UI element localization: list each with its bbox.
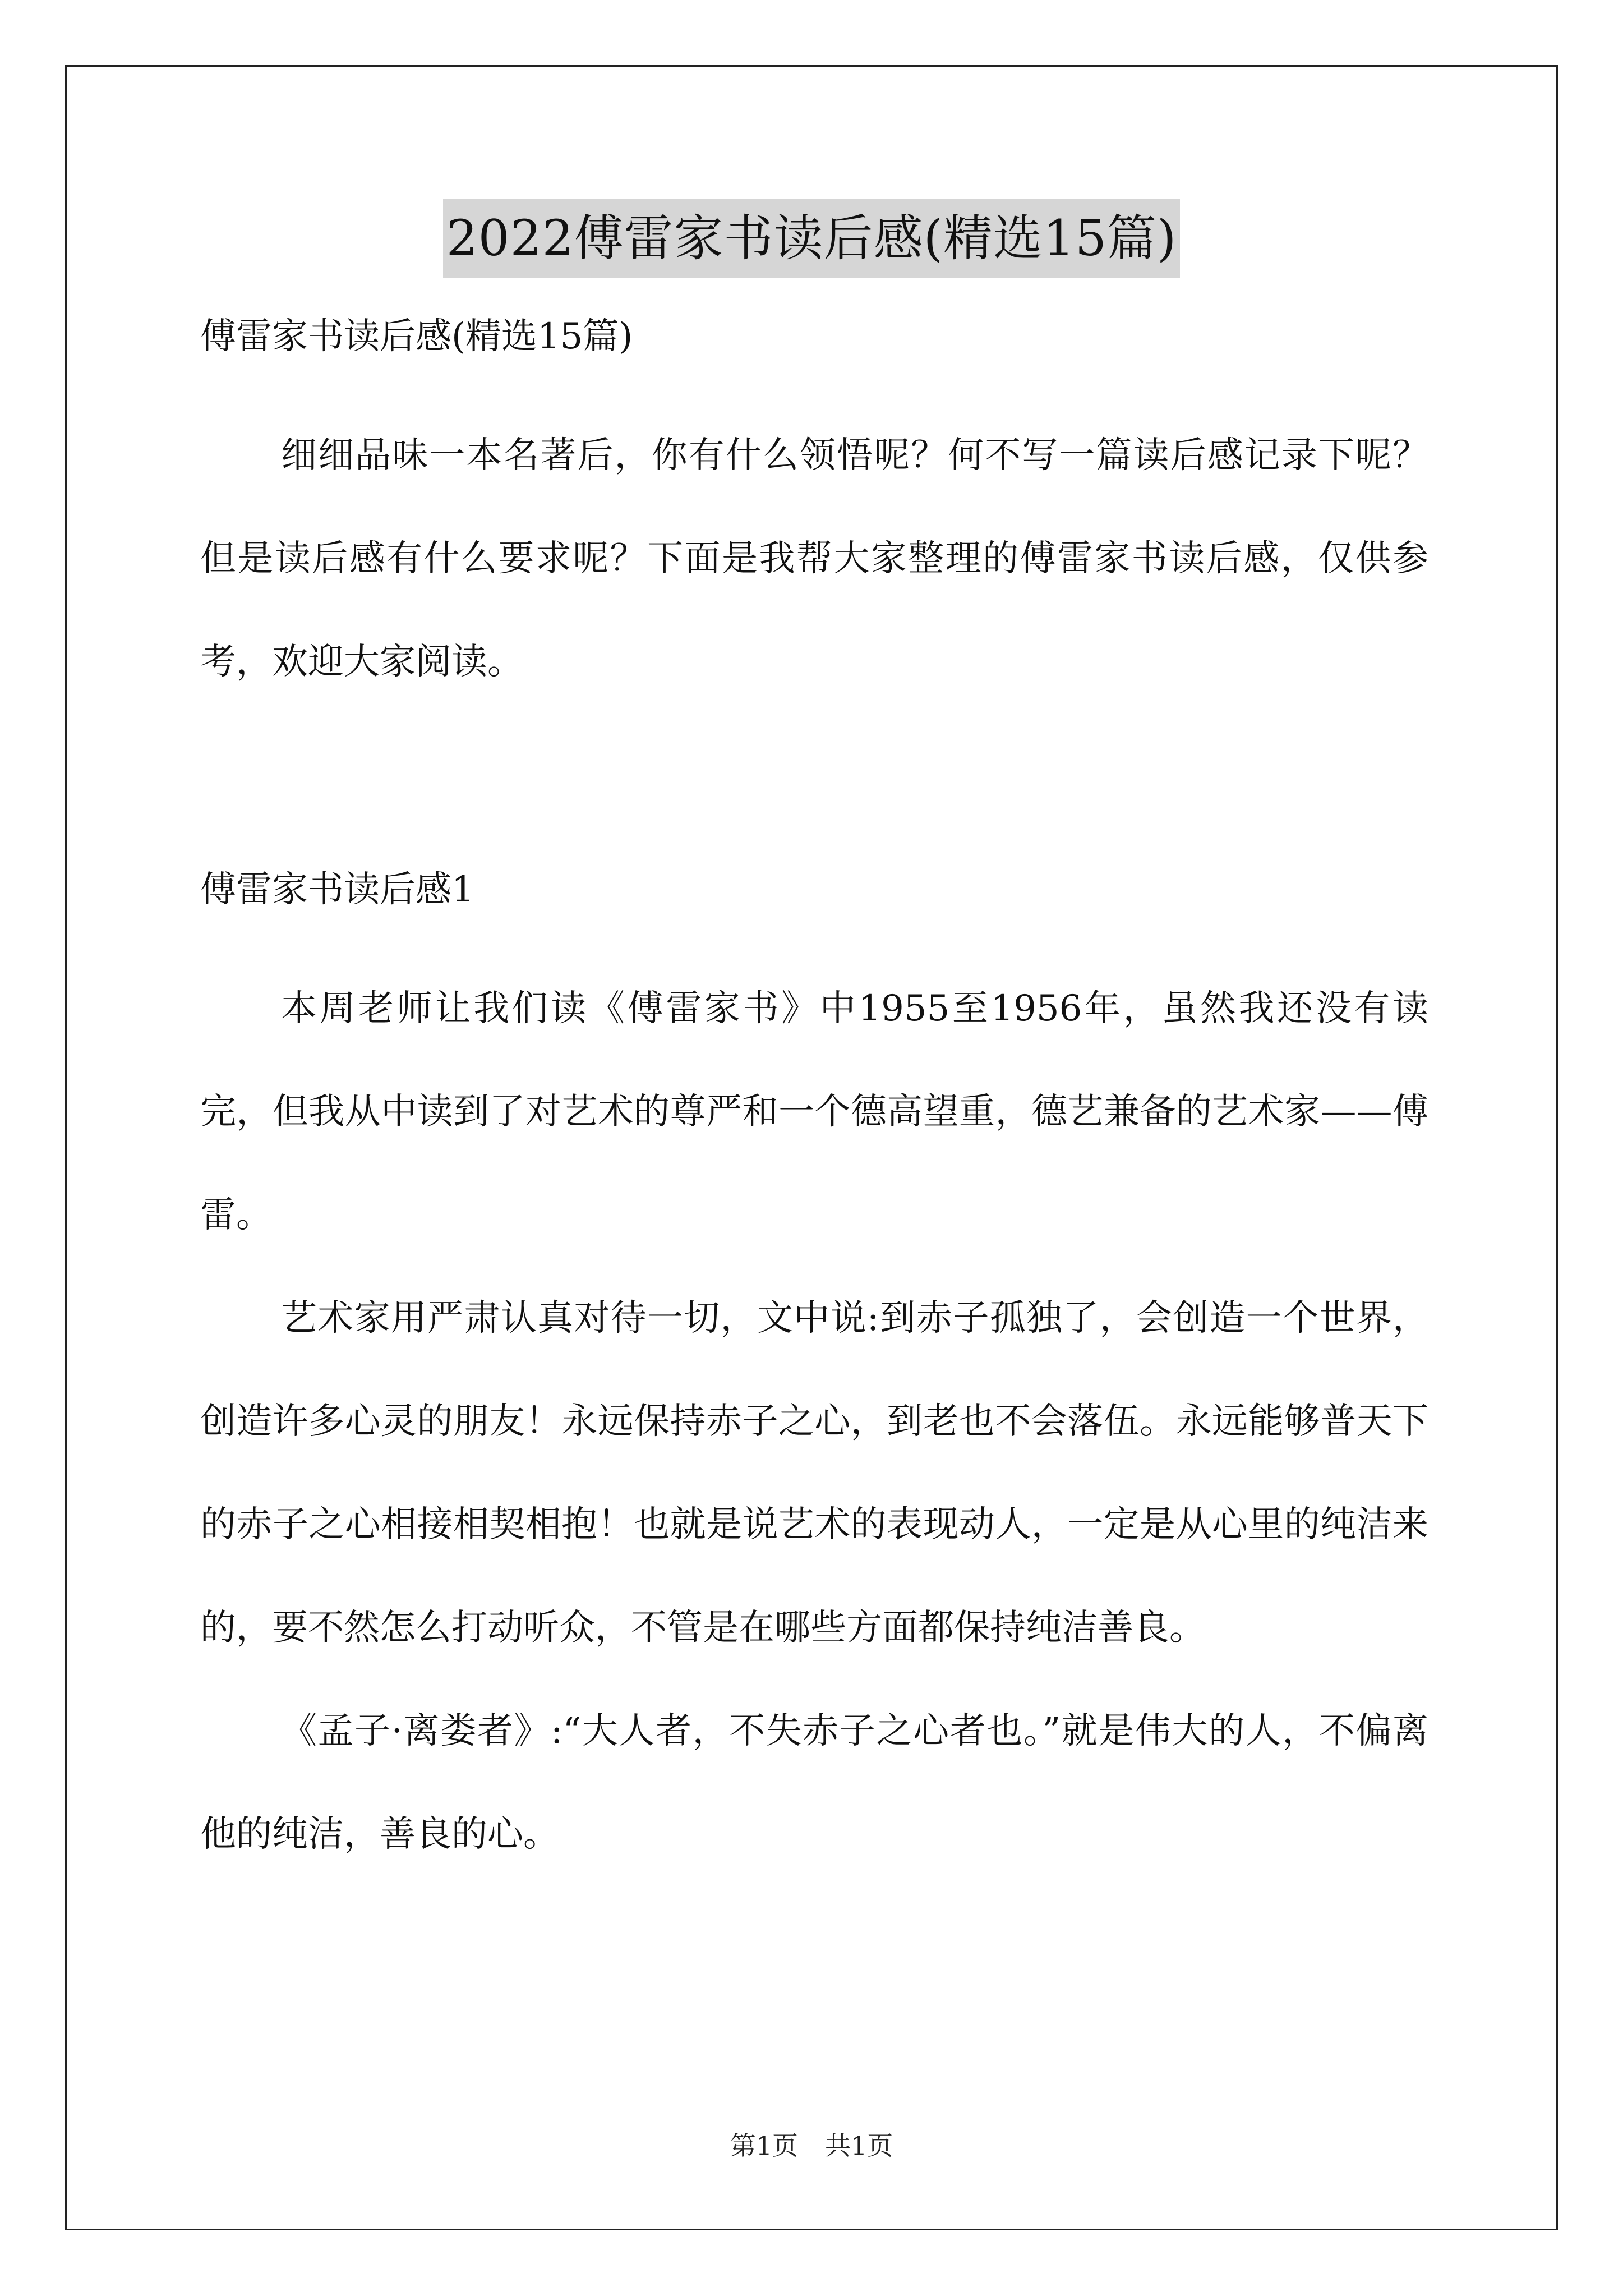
page-number-total: 共1页: [825, 2131, 893, 2161]
page-footer: [0, 2129, 1623, 2162]
body-paragraph: 《孟子·离娄者》:“大人者，不失赤子之心者也。”就是伟大的人，不偏离他的纯洁，善良的心。: [200, 1710, 1428, 1855]
title-container: [0, 199, 1623, 278]
body-paragraph: 艺术家用严肃认真对待一切，文中说:到赤子孤独了，会创造一个世界，创造许多心灵的朋友！永远保持赤子之心，到老也不会落伍。永远能够普天下的赤子之心相接相契相抱！也就是说艺术的表现动人，一定是从心里的纯洁来的，要不然怎么打动听众，不管是在哪些方面都保持纯洁善良。: [200, 1297, 1428, 1649]
page-number-current: 第1页: [730, 2131, 798, 2161]
section-heading: 傅雷家书读后感1: [200, 869, 474, 910]
document-subtitle: 傅雷家书读后感(精选15篇): [200, 316, 633, 357]
intro-paragraph: 细细品味一本名著后，你有什么领悟呢？何不写一篇读后感记录下呢？但是读后感有什么要求呢？下面是我帮大家整理的傅雷家书读后感，仅供参考，欢迎大家阅读。: [200, 435, 1428, 683]
body-paragraph: 本周老师让我们读《傅雷家书》中1955至1956年，虽然我还没有读完，但我从中读到了对艺术的尊严和一个德高望重，德艺兼备的艺术家——傅雷。: [200, 988, 1428, 1236]
document-title: 2022傅雷家书读后感(精选15篇): [443, 199, 1181, 278]
document-body: [200, 303, 1428, 1886]
